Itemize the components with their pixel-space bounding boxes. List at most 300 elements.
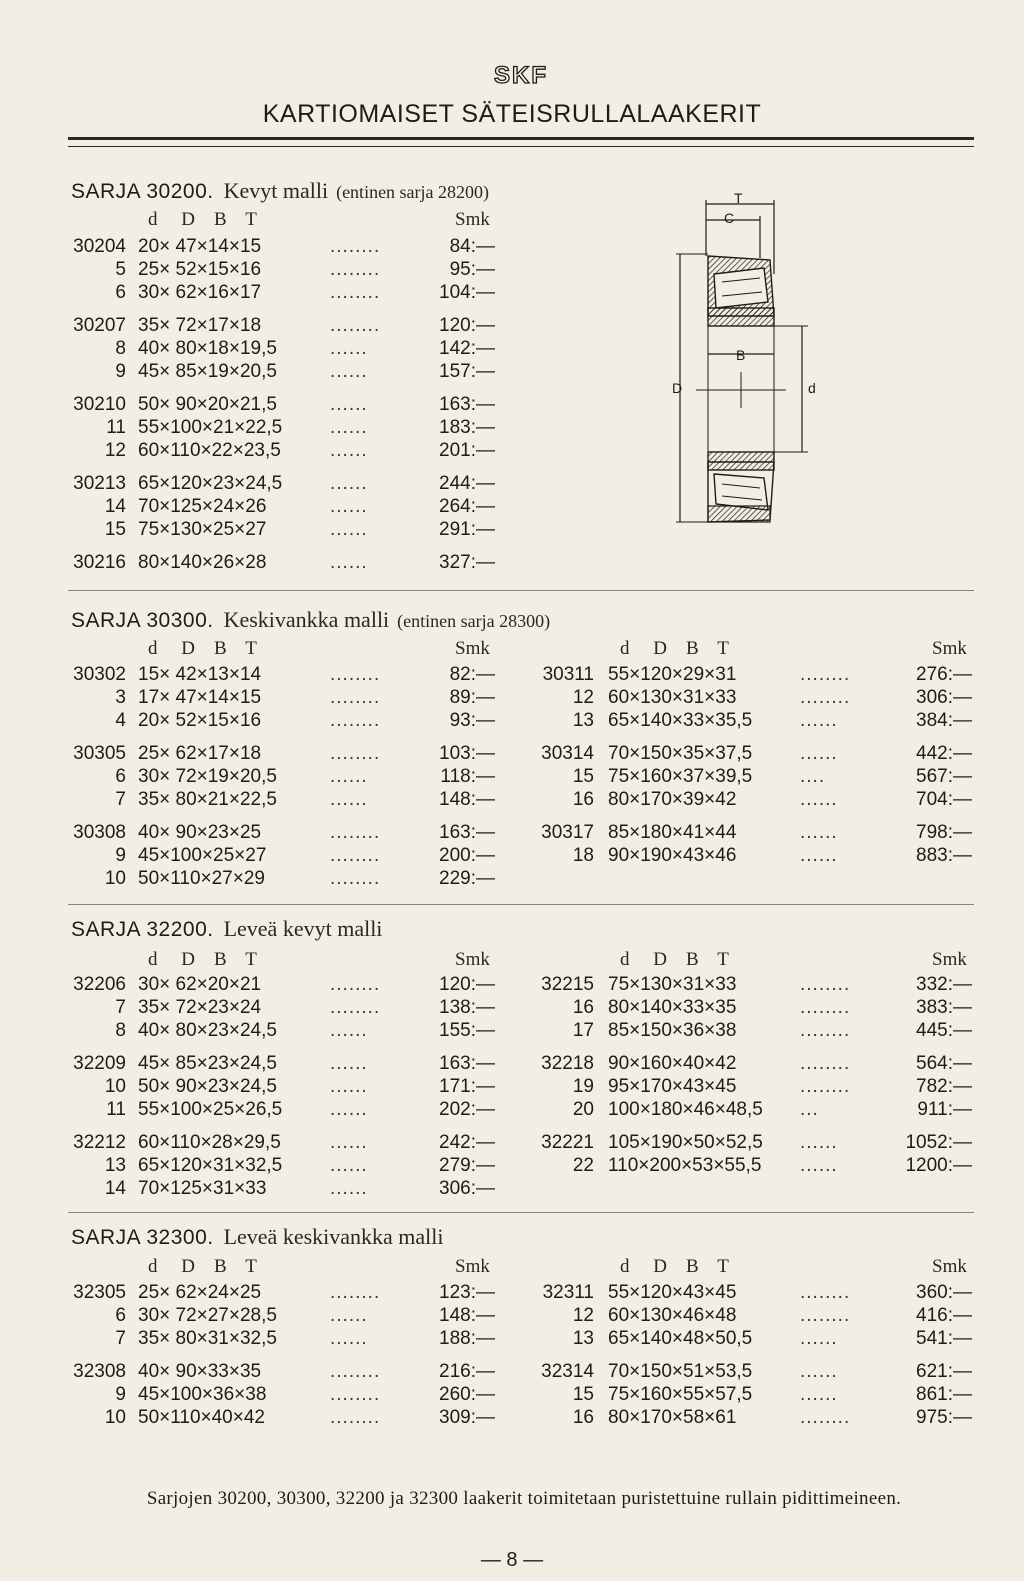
bearing-dimensions: 55×120×29×31 [608, 664, 737, 685]
leader-dots: ........ [800, 687, 851, 708]
column-header-price: Smk [932, 949, 967, 970]
bearing-row [0, 974, 1024, 996]
bearing-dimensions: 20× 47×14×15 [138, 236, 262, 257]
bearing-row [0, 1076, 1024, 1098]
bearing-dimensions: 65×120×23×24,5 [138, 473, 283, 494]
leader-dots: ...... [330, 417, 368, 438]
series-title [71, 607, 550, 633]
bearing-row [0, 417, 1024, 439]
bearing-dimensions: 85×150×36×38 [608, 1020, 737, 1041]
bearing-dimensions: 70×125×31×33 [138, 1178, 267, 1199]
bearing-dimensions: 75×130×31×33 [608, 974, 737, 995]
bearing-number: 10 [104, 868, 126, 889]
bearing-dimensions: 90×160×40×42 [608, 1053, 737, 1074]
title-rule-thin [68, 146, 974, 147]
bearing-dimensions: 105×190×50×52,5 [608, 1132, 763, 1153]
bearing-price: 202:— [439, 1099, 495, 1120]
bearing-dimensions: 40× 80×23×24,5 [138, 1020, 277, 1041]
leader-dots: ........ [330, 664, 381, 685]
bearing-price: 95:— [449, 259, 495, 280]
bearing-dimensions: 25× 52×15×16 [138, 259, 262, 280]
bearing-number: 30305 [73, 743, 126, 764]
bearing-dimensions: 45× 85×19×20,5 [138, 361, 277, 382]
bearing-number: 16 [572, 789, 594, 810]
leader-dots: ........ [330, 687, 381, 708]
bearing-dimensions: 60×130×31×33 [608, 687, 737, 708]
bearing-number: 32311 [542, 1282, 594, 1303]
bearing-number: 11 [106, 417, 126, 438]
leader-dots: ........ [800, 1020, 851, 1041]
bearing-price: 103:— [439, 743, 495, 764]
bearing-row [0, 1132, 1024, 1154]
column-header-dimensions: d D B T [620, 638, 729, 659]
leader-dots: ...... [330, 394, 368, 415]
bearing-price: 163:— [439, 822, 495, 843]
bearing-price: 157:— [439, 361, 495, 382]
bearing-row [0, 1361, 1024, 1383]
bearing-dimensions: 40× 80×18×19,5 [138, 338, 277, 359]
bearing-dimensions: 20× 52×15×16 [138, 710, 262, 731]
bearing-dimensions: 90×190×43×46 [608, 845, 737, 866]
bearing-price: 84:— [449, 236, 495, 257]
bearing-number: 30302 [73, 664, 126, 685]
bearing-number: 14 [104, 496, 126, 517]
leader-dots: ...... [800, 1384, 838, 1405]
bearing-price: 291:— [439, 519, 495, 540]
bearing-price: 264:— [439, 496, 495, 517]
bearing-dimensions: 80×170×58×61 [608, 1407, 737, 1428]
bearing-number: 32218 [541, 1053, 594, 1074]
leader-dots: ...... [800, 822, 838, 843]
leader-dots: ...... [330, 552, 368, 573]
bearing-dimensions: 50×110×27×29 [138, 868, 265, 889]
bearing-number: 32305 [73, 1282, 126, 1303]
leader-dots: ........ [330, 743, 381, 764]
column-header-dimensions: d D B T [148, 949, 257, 970]
leader-dots: ...... [330, 1076, 368, 1097]
page-title: KARTIOMAISET SÄTEISRULLALAAKERIT [262, 100, 762, 128]
bearing-dimensions: 110×200×53×55,5 [608, 1155, 762, 1176]
leader-dots: ...... [330, 519, 368, 540]
leader-dots: ...... [330, 1305, 368, 1326]
bearing-number: 16 [572, 1407, 594, 1428]
section-divider [68, 904, 974, 905]
bearing-dimensions: 65×140×33×35,5 [608, 710, 753, 731]
leader-dots: ........ [330, 868, 381, 889]
bearing-row [0, 1305, 1024, 1327]
bearing-dimensions: 80×170×39×42 [608, 789, 737, 810]
series-code: SARJA 30200. [71, 180, 214, 203]
bearing-row [0, 687, 1024, 709]
bearing-number: 12 [572, 1305, 594, 1326]
bearing-number: 10 [104, 1407, 126, 1428]
bearing-dimensions: 55×100×21×22,5 [138, 417, 283, 438]
bearing-dimensions: 95×170×43×45 [608, 1076, 737, 1097]
series-description: Keskivankka malli [223, 607, 390, 632]
bearing-price: 89:— [449, 687, 495, 708]
bearing-price: 1200:— [905, 1155, 972, 1176]
bearing-number: 11 [106, 1099, 126, 1120]
bearing-number: 32209 [73, 1053, 126, 1074]
footnote: Sarjojen 30200, 30300, 32200 ja 32300 laakerit toimitetaan puristettuine rullain pidittimeineen. [146, 1488, 902, 1509]
bearing-price: 360:— [916, 1282, 972, 1303]
bearing-price: 911:— [917, 1099, 972, 1120]
bearing-number: 30317 [541, 822, 594, 843]
series-former-name: (entinen sarja 28300) [397, 611, 551, 631]
bearing-number: 6 [115, 766, 126, 787]
bearing-price: 384:— [916, 710, 972, 731]
leader-dots: ...... [330, 338, 368, 359]
bearing-price: 442:— [916, 743, 972, 764]
column-header-price: Smk [455, 1256, 490, 1277]
bearing-price: 1052:— [905, 1132, 972, 1153]
bearing-dimensions: 50× 90×23×24,5 [138, 1076, 277, 1097]
bearing-number: 14 [104, 1178, 126, 1199]
bearing-price: 82:— [449, 664, 495, 685]
bearing-number: 12 [104, 440, 126, 461]
column-header-price: Smk [932, 638, 967, 659]
bearing-row [0, 1178, 1024, 1200]
bearing-price: 327:— [439, 552, 495, 573]
series-title [71, 1224, 444, 1250]
bearing-number: 9 [115, 1384, 126, 1405]
bearing-price: 306:— [916, 687, 972, 708]
bearing-dimensions: 85×180×41×44 [608, 822, 737, 843]
bearing-dimensions: 100×180×46×48,5 [608, 1099, 763, 1120]
bearing-price: 163:— [439, 394, 495, 415]
bearing-number: 30207 [73, 315, 126, 336]
leader-dots: ...... [330, 1328, 368, 1349]
bearing-price: 782:— [916, 1076, 972, 1097]
bearing-number: 32212 [73, 1132, 126, 1153]
bearing-price: 142:— [439, 338, 495, 359]
bearing-price: 383:— [916, 997, 972, 1018]
bearing-number: 13 [104, 1155, 126, 1176]
leader-dots: ...... [330, 361, 368, 382]
bearing-dimensions: 75×160×55×57,5 [608, 1384, 753, 1405]
bearing-number: 30216 [73, 552, 126, 573]
leader-dots: ........ [330, 974, 381, 995]
bearing-price: 332:— [916, 974, 972, 995]
bearing-price: 244:— [439, 473, 495, 494]
bearing-row [0, 519, 1024, 541]
leader-dots: ...... [330, 1155, 368, 1176]
bearing-dimensions: 25× 62×24×25 [138, 1282, 262, 1303]
bearing-row [0, 1328, 1024, 1350]
bearing-number: 5 [115, 259, 126, 280]
bearing-row [0, 282, 1024, 304]
bearing-price: 279:— [439, 1155, 495, 1176]
bearing-row [0, 822, 1024, 844]
leader-dots: ...... [330, 766, 368, 787]
bearing-number: 17 [572, 1020, 594, 1041]
bearing-price: 260:— [439, 1384, 495, 1405]
bearing-price: 118:— [440, 766, 495, 787]
bearing-price: 309:— [439, 1407, 495, 1428]
bearing-price: 704:— [916, 789, 972, 810]
leader-dots: ...... [330, 789, 368, 810]
series-title [71, 178, 489, 204]
series-description: Leveä keskivankka malli [223, 1224, 444, 1249]
bearing-price: 138:— [439, 997, 495, 1018]
bearing-price: 148:— [439, 1305, 495, 1326]
bearing-number: 6 [115, 1305, 126, 1326]
bearing-number: 15 [572, 1384, 594, 1405]
bearing-dimensions: 60×110×22×23,5 [138, 440, 281, 461]
bearing-number: 30314 [541, 743, 594, 764]
bearing-price: 621:— [916, 1361, 972, 1382]
leader-dots: ........ [330, 1384, 381, 1405]
leader-dots: ........ [330, 1407, 381, 1428]
bearing-row [0, 868, 1024, 890]
bearing-number: 3 [115, 687, 126, 708]
bearing-row [0, 259, 1024, 281]
title-rule-thick [68, 137, 974, 140]
skf-logo-text: SKF [494, 62, 548, 89]
bearing-dimensions: 35× 80×31×32,5 [138, 1328, 277, 1349]
column-header-dimensions: d D B T [148, 638, 257, 659]
leader-dots: ...... [800, 1155, 838, 1176]
bearing-dimensions: 35× 80×21×22,5 [138, 789, 277, 810]
bearing-row [0, 496, 1024, 518]
leader-dots: ........ [330, 236, 381, 257]
leader-dots: ...... [330, 1020, 368, 1041]
bearing-number: 22 [572, 1155, 594, 1176]
bearing-dimensions: 17× 47×14×15 [138, 687, 262, 708]
bearing-dimensions: 60×130×46×48 [608, 1305, 737, 1326]
column-header-price: Smk [455, 949, 490, 970]
bearing-price: 188:— [439, 1328, 495, 1349]
bearing-number: 9 [115, 845, 126, 866]
bearing-row [0, 766, 1024, 788]
leader-dots: ...... [330, 1132, 368, 1153]
bearing-number: 32215 [541, 974, 594, 995]
bearing-row [0, 440, 1024, 462]
leader-dots: ...... [800, 1132, 838, 1153]
bearing-dimensions: 30× 62×16×17 [138, 282, 262, 303]
bearing-row [0, 473, 1024, 495]
bearing-row [0, 1384, 1024, 1406]
leader-dots: ........ [330, 822, 381, 843]
leader-dots: ...... [330, 1099, 368, 1120]
series-title [71, 916, 382, 942]
bearing-price: 216:— [439, 1361, 495, 1382]
leader-dots: ........ [330, 1282, 381, 1303]
diagram-label-t: T [734, 190, 743, 206]
bearing-dimensions: 75×160×37×39,5 [608, 766, 753, 787]
bearing-dimensions: 65×120×31×32,5 [138, 1155, 283, 1176]
bearing-dimensions: 35× 72×17×18 [138, 315, 262, 336]
bearing-row [0, 997, 1024, 1019]
bearing-price: 148:— [439, 789, 495, 810]
series-code: SARJA 32300. [71, 1226, 214, 1249]
column-header-dimensions: d D B T [148, 1256, 257, 1277]
bearing-row [0, 743, 1024, 765]
bearing-dimensions: 70×150×35×37,5 [608, 743, 753, 764]
bearing-row [0, 664, 1024, 686]
bearing-row [0, 394, 1024, 416]
bearing-dimensions: 70×150×51×53,5 [608, 1361, 753, 1382]
diagram-label-inner-d: d [808, 380, 816, 396]
column-header-dimensions: d D B T [148, 209, 257, 230]
leader-dots: ...... [800, 710, 838, 731]
leader-dots: ...... [800, 845, 838, 866]
leader-dots: ........ [800, 997, 851, 1018]
bearing-number: 20 [572, 1099, 594, 1120]
bearing-row [0, 315, 1024, 337]
bearing-price: 155:— [439, 1020, 495, 1041]
bearing-number: 9 [115, 361, 126, 382]
bearing-dimensions: 35× 72×23×24 [138, 997, 262, 1018]
bearing-number: 7 [115, 997, 126, 1018]
bearing-number: 10 [104, 1076, 126, 1097]
leader-dots: ........ [800, 664, 851, 685]
bearing-dimensions: 15× 42×13×14 [138, 664, 262, 685]
bearing-number: 32206 [73, 974, 126, 995]
bearing-price: 163:— [439, 1053, 495, 1074]
bearing-number: 13 [572, 710, 594, 731]
series-description: Leveä kevyt malli [223, 916, 383, 941]
bearing-number: 6 [115, 282, 126, 303]
bearing-number: 32221 [541, 1132, 594, 1153]
bearing-price: 93:— [449, 710, 495, 731]
bearing-number: 8 [115, 338, 126, 359]
bearing-price: 416:— [916, 1305, 972, 1326]
bearing-row [0, 1099, 1024, 1121]
bearing-dimensions: 80×140×26×28 [138, 552, 267, 573]
bearing-price: 541:— [916, 1328, 972, 1349]
leader-dots: ........ [330, 1361, 381, 1382]
diagram-label-c: C [724, 210, 735, 226]
bearing-price: 276:— [916, 664, 972, 685]
diagram-label-outer-d: D [672, 380, 683, 396]
bearing-price: 123:— [439, 1282, 495, 1303]
bearing-number: 30204 [73, 236, 126, 257]
leader-dots: ...... [330, 1053, 368, 1074]
leader-dots: ........ [330, 259, 381, 280]
leader-dots: ........ [330, 315, 381, 336]
bearing-dimensions: 25× 62×17×18 [138, 743, 262, 764]
bearing-dimensions: 50× 90×20×21,5 [138, 394, 277, 415]
page-number: — 8 — [480, 1549, 544, 1571]
bearing-price: 120:— [439, 974, 495, 995]
bearing-price: 229:— [439, 868, 495, 889]
bearing-dimensions: 30× 72×27×28,5 [138, 1305, 277, 1326]
bearing-number: 18 [572, 845, 594, 866]
bearing-price: 242:— [439, 1132, 495, 1153]
bearing-row [0, 338, 1024, 360]
bearing-dimensions: 80×140×33×35 [608, 997, 737, 1018]
bearing-price: 306:— [439, 1178, 495, 1199]
bearing-number: 13 [572, 1328, 594, 1349]
leader-dots: ... [800, 1099, 819, 1120]
bearing-dimensions: 30× 62×20×21 [138, 974, 262, 995]
skf-logo [476, 62, 566, 90]
leader-dots: ........ [800, 1305, 851, 1326]
bearing-number: 16 [572, 997, 594, 1018]
bearing-dimensions: 45×100×36×38 [138, 1384, 267, 1405]
column-header-dimensions: d D B T [620, 1256, 729, 1277]
leader-dots: ...... [800, 789, 838, 810]
bearing-number: 30308 [73, 822, 126, 843]
bearing-price: 564:— [916, 1053, 972, 1074]
bearing-row [0, 1053, 1024, 1075]
series-code: SARJA 30300. [71, 609, 214, 632]
bearing-row [0, 845, 1024, 867]
bearing-price: 975:— [916, 1407, 972, 1428]
bearing-dimensions: 40× 90×23×25 [138, 822, 262, 843]
bearing-price: 183:— [439, 417, 495, 438]
leader-dots: ...... [330, 496, 368, 517]
column-header-dimensions: d D B T [620, 949, 729, 970]
bearing-price: 104:— [439, 282, 495, 303]
bearing-dimensions: 40× 90×33×35 [138, 1361, 262, 1382]
bearing-number: 12 [572, 687, 594, 708]
bearing-dimensions: 55×120×43×45 [608, 1282, 737, 1303]
bearing-number: 30213 [73, 473, 126, 494]
leader-dots: ...... [800, 743, 838, 764]
bearing-number: 30311 [542, 664, 594, 685]
bearing-number: 19 [572, 1076, 594, 1097]
bearing-dimensions: 50×110×40×42 [138, 1407, 265, 1428]
bearing-price: 201:— [439, 440, 495, 461]
bearing-dimensions: 60×110×28×29,5 [138, 1132, 281, 1153]
column-header-price: Smk [455, 209, 490, 230]
section-divider [68, 1212, 974, 1213]
leader-dots: ........ [800, 1053, 851, 1074]
bearing-dimensions: 65×140×48×50,5 [608, 1328, 753, 1349]
bearing-row [0, 1155, 1024, 1177]
diagram-label-b: B [736, 347, 746, 363]
column-header-price: Smk [932, 1256, 967, 1277]
bearing-row [0, 1407, 1024, 1429]
bearing-number: 7 [115, 1328, 126, 1349]
bearing-number: 30210 [73, 394, 126, 415]
bearing-number: 32314 [541, 1361, 594, 1382]
leader-dots: ...... [800, 1328, 838, 1349]
column-header-price: Smk [455, 638, 490, 659]
bearing-row [0, 361, 1024, 383]
leader-dots: ........ [800, 1282, 851, 1303]
bearing-price: 798:— [916, 822, 972, 843]
leader-dots: ........ [800, 974, 851, 995]
leader-dots: ........ [330, 710, 381, 731]
bearing-dimensions: 30× 72×19×20,5 [138, 766, 277, 787]
leader-dots: ........ [330, 845, 381, 866]
bearing-row [0, 1282, 1024, 1304]
bearing-price: 445:— [916, 1020, 972, 1041]
leader-dots: ........ [800, 1076, 851, 1097]
bearing-row [0, 1020, 1024, 1042]
bearing-dimensions: 70×125×24×26 [138, 496, 267, 517]
leader-dots: ...... [330, 1178, 368, 1199]
bearing-dimensions: 55×100×25×26,5 [138, 1099, 283, 1120]
series-description: Kevyt malli [223, 178, 329, 203]
bearing-row [0, 236, 1024, 258]
bearing-dimensions: 45×100×25×27 [138, 845, 267, 866]
bearing-number: 4 [115, 710, 126, 731]
bearing-number: 8 [115, 1020, 126, 1041]
section-divider [68, 590, 974, 591]
bearing-price: 120:— [439, 315, 495, 336]
bearing-price: 567:— [916, 766, 972, 787]
bearing-dimensions: 45× 85×23×24,5 [138, 1053, 277, 1074]
bearing-row [0, 552, 1024, 574]
series-former-name: (entinen sarja 28200) [336, 182, 490, 202]
bearing-price: 200:— [439, 845, 495, 866]
series-code: SARJA 32200. [71, 918, 214, 941]
bearing-dimensions: 75×130×25×27 [138, 519, 267, 540]
